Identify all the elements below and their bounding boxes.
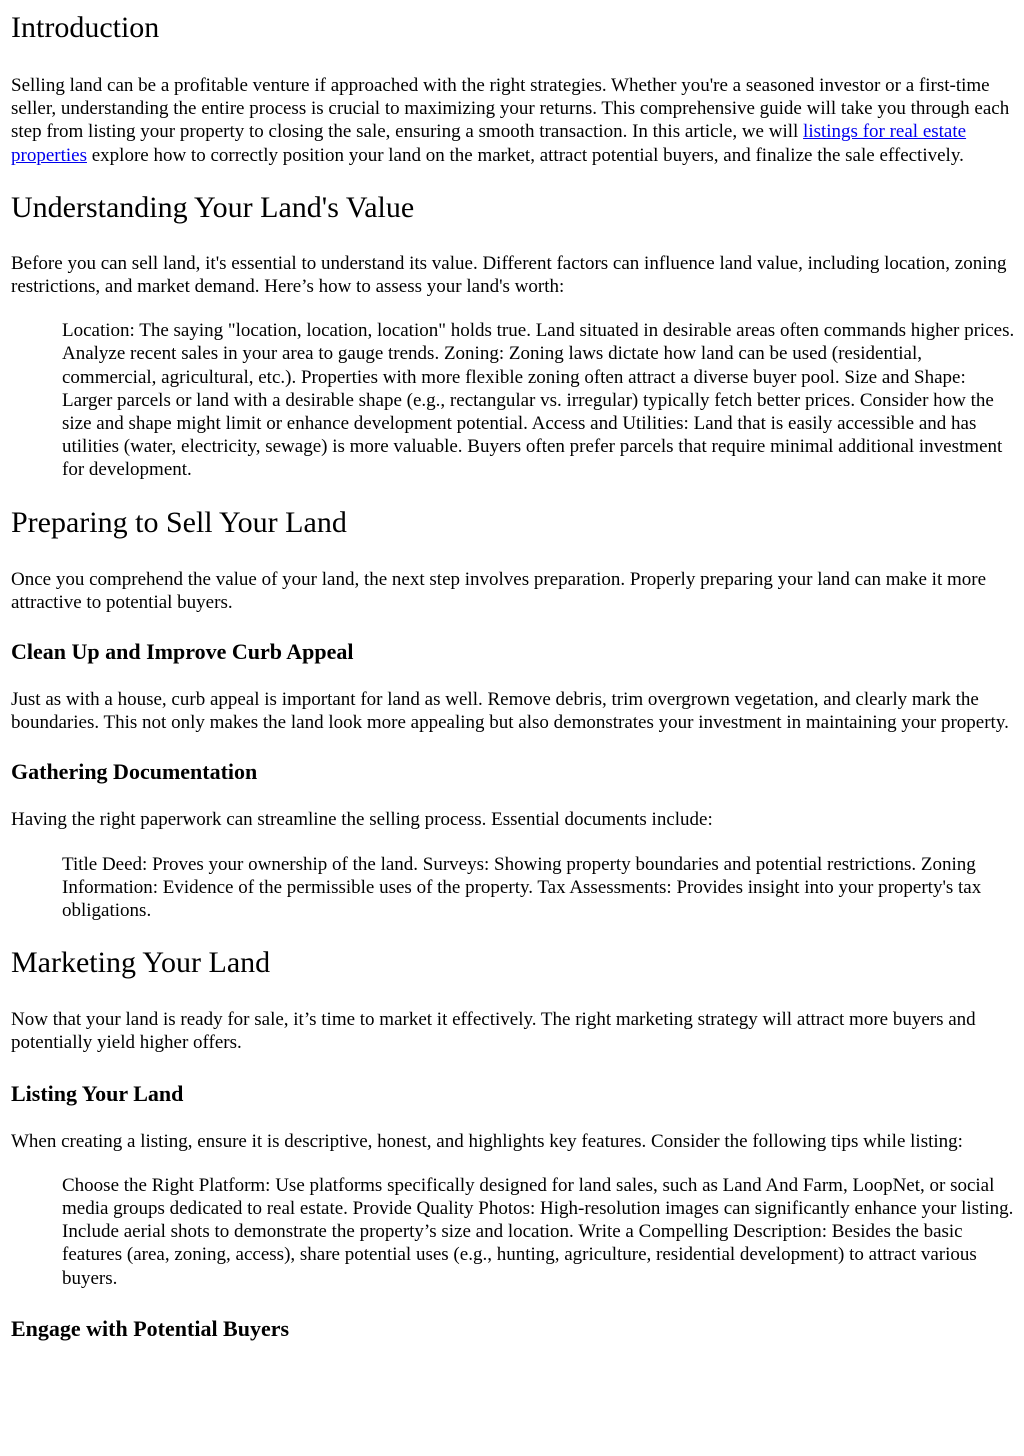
- preparing-paragraph: Once you comprehend the value of your land, the next step involves preparation. Properly preparing your land can make it more attractive to potential buyers.: [11, 568, 987, 613]
- subheading-listing: Listing Your Land: [11, 1080, 184, 1106]
- subheading-documentation: Gathering Documentation: [11, 759, 258, 785]
- marketing-paragraph: Now that your land is ready for sale, it’s time to market it effectively. The right marketing strategy will attract more buyers and potentially yield higher offers.: [11, 1009, 976, 1054]
- subheading-curb-appeal: Clean Up and Improve Curb Appeal: [11, 639, 354, 665]
- real-estate-listings-link[interactable]: listings for real estate properties: [11, 121, 967, 166]
- introduction-paragraph: [11, 74, 1016, 167]
- land-value-factors-quote: Location: The saying "location, location, location" holds true. Land situated in desirable areas often commands higher prices. Analyze recent sales in your area to gauge trends. Zoning: Zoning laws dictate how land can be used (residential, commercial, agricultural, etc.). Properties with more flexible zoning often attract a diverse buyer pool. Size and Shape: Larger parcels or land with a desirable shape (e.g., rectangular vs. irregular) typically fetch better prices. Consider how the size and shape might limit or enhance development potential. Access and Utilities: Land that is easily accessible and has utilities (water, electricity, sewage) is more valuable. Buyers often prefer parcels that require minimal additional investment for development.: [62, 320, 1015, 481]
- article-page: [0, 10, 1024, 1456]
- documentation-list-quote: Title Deed: Proves your ownership of the land. Surveys: Showing property boundaries and potential restrictions. Zoning Information: Evidence of the permissible uses of the property. Tax Assessments: Provides insight into your property's tax obligations.: [62, 853, 982, 922]
- introduction-text-end: explore how to correctly position your land on the market, attract potential buyers, and finalize the sale effectively.: [86, 144, 964, 166]
- section-heading-marketing: Marketing Your Land: [11, 946, 271, 980]
- documentation-paragraph: Having the right paperwork can streamline the selling process. Essential documents include:: [11, 809, 713, 831]
- listing-tips-quote: Choose the Right Platform: Use platforms specifically designed for land sales, such as Land And Farm, LoopNet, or social media groups dedicated to real estate. Provide Quality Photos: High-resolution images can significantly enhance your listing. Include aerial shots to demonstrate the property’s size and location. Write a Compelling Description: Besides the basic features (area, zoning, access), share potential uses (e.g., hunting, agriculture, residential development) to attract various buyers.: [62, 1174, 1014, 1289]
- listing-paragraph: When creating a listing, ensure it is descriptive, honest, and highlights key features. Consider the following tips while listing:: [11, 1130, 963, 1152]
- section-heading-introduction: Introduction: [11, 11, 160, 44]
- subheading-engage-buyers: Engage with Potential Buyers: [11, 1315, 290, 1341]
- curb-appeal-paragraph: Just as with a house, curb appeal is important for land as well. Remove debris, trim overgrown vegetation, and clearly mark the boundaries. This not only makes the land look more appealing but also demonstrates your investment in maintaining your property.: [11, 689, 1009, 734]
- section-heading-land-value: Understanding Your Land's Value: [11, 190, 415, 224]
- introduction-text-start: Selling land can be a profitable venture if approached with the right strategies. Whether you're a seasoned investor or a first-time seller, understanding the entire process is crucial to maximizing your returns. This comprehensive guide will take you through each step from listing your property to closing the sale, ensuring a smooth transaction. In this article, we will: [11, 75, 1010, 143]
- section-heading-preparing: Preparing to Sell Your Land: [11, 505, 347, 539]
- land-value-paragraph: Before you can sell land, it's essential to understand its value. Different factors can influence land value, including location, zoning restrictions, and market demand. Here’s how to assess your land's worth:: [11, 252, 1007, 298]
